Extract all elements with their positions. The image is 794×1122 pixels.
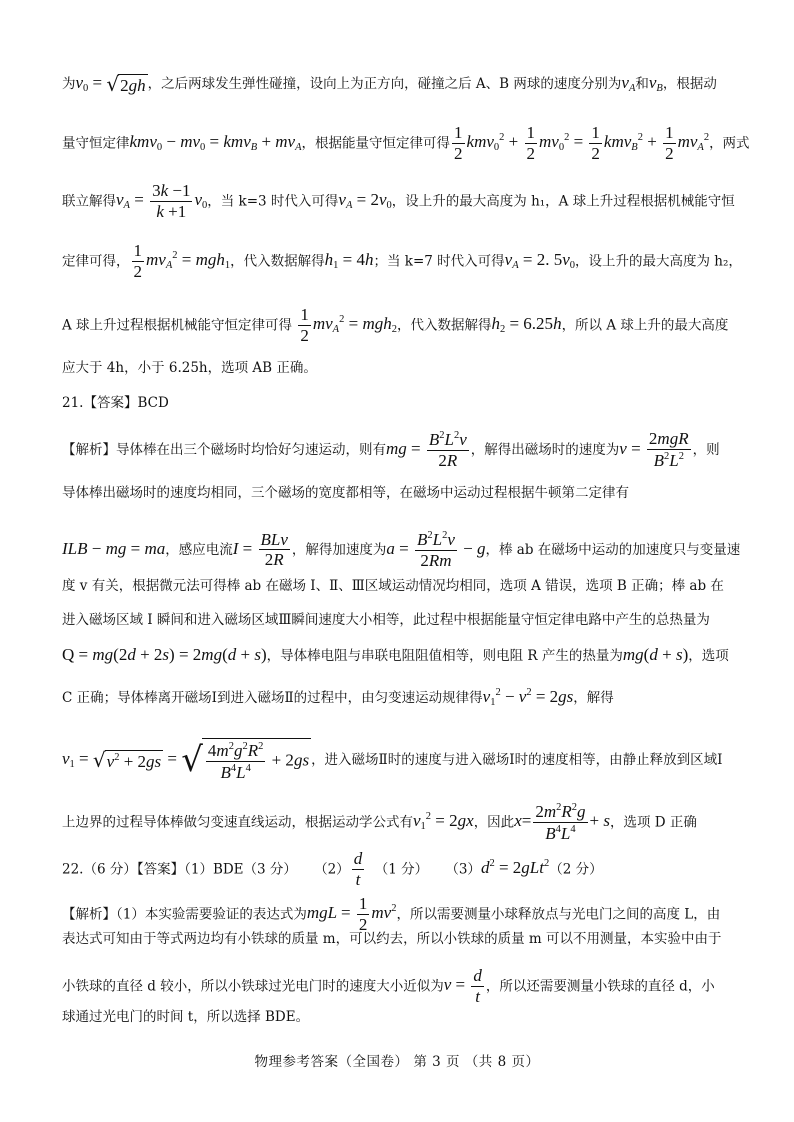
formula-vA: $v_A$ = $\frac{3k -1}{k +1}$ $v_0$ xyxy=(116,181,208,221)
line-4: 定律可得， $\frac{1}{2}$ $mv_A^2 = mgh_1$，代入数据解得$h_1 = 4h$；当 k=7 时代入可得$v_A = 2$. $5v_0$，设上升的最大高度为 h₂， xyxy=(62,241,742,281)
line-18: 【解析】（1）本实验需要验证的表达式为mgL = $\frac{1}{2}$ $mv^2$，所以需要测量小球释放点与光电门之间的高度 L，由 xyxy=(62,894,721,934)
line-10: ILB − mg = ma，感应电流I = $\frac{\text{BLv}}{2R}$ ，解得加速度为a = $\frac{B^2L^2v}{2Rm}$ − g，棒 ab 在磁场中运动的加速度只与变量速 xyxy=(62,529,741,570)
line-15: $v_1$ = √ $v^2 + 2gs$ = √ $\frac{4m^2g^2R^2}{B^4L^4}$ + 2gs ，进入磁场Ⅱ时的速度与进入磁场Ⅰ时的速度相等，由静止释放到区域Ⅰ xyxy=(62,739,723,782)
line-3: 联立解得$v_A$ = $\frac{3k -1}{k +1}$ $v_0$，当 k=3 时代入可得$v_A = 2v_0$，设上升的最大高度为 h₁，A 球上升过程根据机械能守恒 xyxy=(62,181,735,221)
line-16: 上边界的过程导体棒做匀变速直线运动，根据运动学公式有$v_1^2 = 2gx$，因此x= $\frac{2m^2R^2g}{B^4L^4}$ + s，选项 D 正确 xyxy=(62,802,697,843)
page-footer: 物理参考答案（全国卷） 第 3 页 （共 8 页） xyxy=(254,1054,540,1070)
line-19: 表达式可知由于等式两边均有小铁球的质量 m，可以约去，所以小铁球的质量 m 可以不用测量，本实验中由于 xyxy=(62,931,722,947)
line-8: 【解析】导体棒在出三个磁场时均恰好匀速运动，则有mg = $\frac{B^2L^2v}{2R}$ ，解得出磁场时的速度为v = $\frac{\text{2mgR}}{B^2L^2}$ ，则 xyxy=(62,429,720,470)
q22-answer: 22.（6 分）【答案】（1）BDE（3 分） （2） $\frac{d}{t}$ （1 分） $(3)d^2 = 2gLt^2(2$ 分） xyxy=(62,849,603,889)
line-14: C 正确；导体棒离开磁场Ⅰ到进入磁场Ⅱ的过程中，由匀变速运动规律得$v_1^2 - v^2 = 2gs$，解得 xyxy=(62,687,614,708)
formula-v0: $v_0$ = √ 2gh xyxy=(75,72,146,97)
formula-energy: $\frac{1}{2}$ kmv$_0^2$ + $\frac{1}{2}$ $mv_0^2$ = $\frac{1}{2}$ kmv$_B^2$ + $\frac{1}{2}$ $mv_A^2$ xyxy=(454,123,710,163)
line-20: 小铁球的直径 d 较小，所以小铁球过光电门时的速度大小近似为v = $\frac{d}{t}$ ，所以还需要测量小铁球的直径 d，小 xyxy=(62,966,715,1006)
line-1: 为$v_0$ = √ 2gh ，之后两球发生弹性碰撞，设向上为正方向，碰撞之后 A、B 两球的速度分别为$v_A$和$v_B$，根据动 xyxy=(62,72,717,97)
line-2: 量守恒定律$kmv_0 - mv_0 = kmv_B + mv_A$，根据能量守恒定律可得 $\frac{1}{2}$ kmv$_0^2$ + $\frac{1}{2}$ $mv_0^2$ = $\frac{1}{2}$ kmv$_B^2$ + $\frac{1}{2}$ $mv_A^2$，两式 xyxy=(62,123,750,163)
line-13: Q = mg(2d + 2s) = 2mg(d + s)，导体棒电阻与串联电阻阻值相等，则电阻 R 产生的热量为mg(d + s)，选项 xyxy=(62,645,729,664)
formula-momentum: $kmv_0 - mv_0 = kmv_B + mv_A$ xyxy=(129,132,302,154)
line-12: 进入磁场区域 Ⅰ 瞬间和进入磁场区域Ⅲ瞬间速度大小相等，此过程中根据能量守恒定律电路中产生的总热量为 xyxy=(62,612,710,628)
line-11: 度 v 有关，根据微元法可得棒 ab 在磁场 Ⅰ、Ⅱ、Ⅲ区域运动情况均相同，选项 A 错误，选项 B 正确；棒 ab 在 xyxy=(62,578,724,594)
line-6: 应大于 4h，小于 6.25h，选项 AB 正确。 xyxy=(62,360,317,376)
line-21: 球通过光电门的时间 t，所以选择 BDE。 xyxy=(62,1009,310,1025)
line-9: 导体棒出磁场时的速度均相同，三个磁场的宽度都相等，在磁场中运动过程根据牛顿第二定律有 xyxy=(62,485,629,501)
line-5: A 球上升过程根据机械能守恒定律可得 $\frac{1}{2}$ $mv_A^2 = mgh_2$，代入数据解得$h_2 = 6.25h$，所以 A 球上升的最大高度 xyxy=(62,305,729,345)
q21-answer: 21.【答案】BCD xyxy=(62,395,169,411)
